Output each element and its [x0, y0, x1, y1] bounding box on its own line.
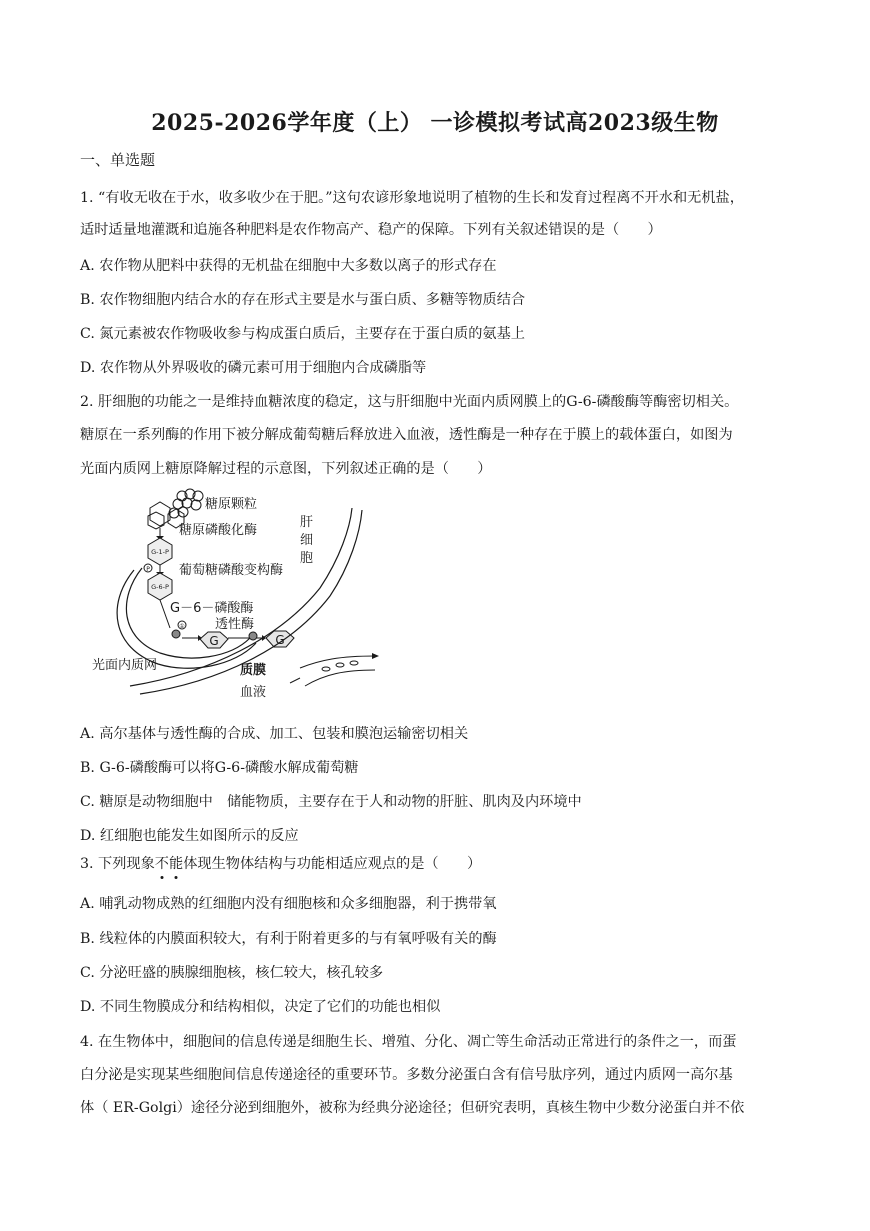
- section-heading: 一、单选题: [80, 151, 156, 169]
- q3-stem-post: 体现生物体结构与功能相适应观点的是（ ）: [183, 856, 482, 872]
- glycogen-degradation-diagram: [90, 488, 380, 700]
- label-g6p: G-6-P: [151, 583, 169, 591]
- q3-stem-pre: 3. 下列现象: [80, 856, 155, 872]
- q3-stem: [80, 853, 481, 873]
- blood-vessel-bottom: [305, 670, 375, 686]
- q4-stem-line-1: 4. 在生物体中，细胞间的信息传递是细胞生长、增殖、分化、凋亡等生命活动正常进行的条件之一，而蛋: [80, 1034, 737, 1050]
- q1-option-b: B. 农作物细胞内结合水的存在形式主要是水与蛋白质、多糖等物质结合: [80, 292, 526, 308]
- q3-option-d: D. 不同生物膜成分和结构相似，决定了它们的功能也相似: [80, 999, 441, 1015]
- label-membrane: 质膜: [240, 663, 267, 678]
- label-phosphorylase: 糖原磷酸化酶: [179, 523, 258, 538]
- label-liver-cell-3: 胞: [300, 551, 314, 566]
- q3-option-b: B. 线粒体的内膜面积较大，有利于附着更多的与有氧呼吸有关的酶: [80, 931, 497, 947]
- q3-stem-emphasis-2: 能: [169, 856, 184, 872]
- label-g1p: G-1-P: [151, 548, 169, 556]
- q4-stem-line-2: 白分泌是实现某些细胞间信息传递途径的重要环节。多数分泌蛋白含有信号肽序列，通过内质网一高尔基: [80, 1067, 733, 1083]
- label-phosphate: P: [146, 566, 150, 573]
- q2-stem-line-2: 糖原在一系列酶的作用下被分解成葡萄糖后释放进入血液，透性酶是一种存在于膜上的载体蛋白，如图为: [80, 427, 733, 443]
- label-circled-one: ①: [179, 623, 185, 630]
- q2-option-c: C. 糖原是动物细胞中 储能物质，主要存在于人和动物的肝脏、肌肉及内环境中: [80, 794, 582, 810]
- label-g6pase: G－6－磷酸酶: [170, 601, 254, 616]
- label-liver-cell-1: 肝: [300, 515, 314, 530]
- label-glycogen: 糖原颗粒: [205, 497, 258, 512]
- q2-stem-line-1: 2. 肝细胞的功能之一是维持血糖浓度的稳定，这与肝细胞中光面内质网膜上的G-6-磷酸酶等酶密切相关。: [80, 394, 739, 410]
- label-mutase: 葡萄糖磷酸变构酶: [179, 563, 284, 578]
- label-glucose-2: G: [275, 633, 285, 647]
- q1-stem-line-2: 适时适量地灌溉和追施各种肥料是农作物高产、稳产的保障。下列有关叙述错误的是（ ）: [80, 222, 662, 238]
- label-glucose-1: G: [209, 634, 219, 648]
- label-permease: 透性酶: [215, 617, 255, 632]
- q2-stem-line-3: 光面内质网上糖原降解过程的示意图，下列叙述正确的是（ ）: [80, 461, 492, 477]
- label-liver-cell-2: 细: [300, 533, 314, 548]
- label-smooth-er: 光面内质网: [92, 658, 158, 673]
- page-title: 2025-2026学年度（上） 一诊模拟考试高2023级生物: [151, 110, 719, 136]
- label-blood: 血液: [240, 685, 267, 700]
- q4-stem-line-3: 体（ ER-Golgi）途径分泌到细胞外，被称为经典分泌途径；但研究表明，真核生物中少数分泌蛋白并不依: [80, 1100, 745, 1116]
- q1-option-c: C. 氮元素被农作物吸收参与构成蛋白质后，主要存在于蛋白质的氨基上: [80, 326, 525, 342]
- q1-option-a: A. 农作物从肥料中获得的无机盐在细胞中大多数以离子的形式存在: [80, 258, 497, 274]
- q3-option-a: A. 哺乳动物成熟的红细胞内没有细胞核和众多细胞器，利于携带氧: [80, 896, 497, 912]
- q3-stem-emphasis-1: 不: [154, 856, 169, 872]
- q2-option-d: D. 红细胞也能发生如图所示的反应: [80, 828, 299, 844]
- q1-stem-line-1: 1. “有收无收在于水，收多收少在于肥。”这句农谚形象地说明了植物的生长和发育过程离不开水和无机盐，: [80, 190, 744, 206]
- q3-option-c: C. 分泌旺盛的胰腺细胞核，核仁较大，核孔较多: [80, 965, 384, 981]
- q1-option-d: D. 农作物从外界吸收的磷元素可用于细胞内合成磷脂等: [80, 360, 427, 376]
- q2-option-b: B. G-6-磷酸酶可以将G-6-磷酸水解成葡萄糖: [80, 760, 359, 776]
- q2-option-a: A. 高尔基体与透性酶的合成、加工、包装和膜泡运输密切相关: [80, 726, 469, 742]
